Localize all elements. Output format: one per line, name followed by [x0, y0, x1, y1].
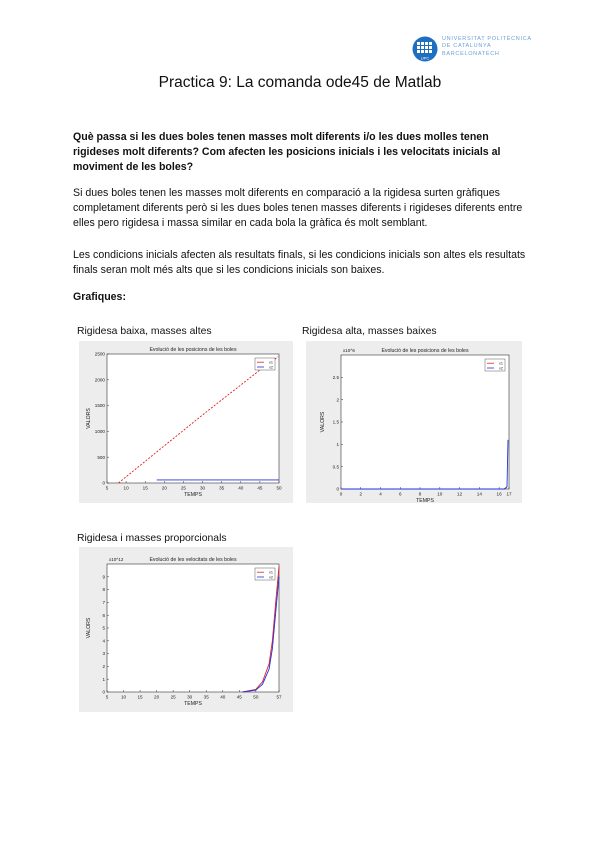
x-tick-label: 35	[219, 485, 225, 491]
chart-1	[79, 341, 293, 503]
y-axis-label: VALORS	[86, 408, 92, 429]
x-tick-label: 10	[123, 485, 129, 491]
y-tick-label: 0	[336, 486, 339, 492]
x-tick-label: 50	[276, 485, 282, 491]
legend-entry-x1: x1	[498, 361, 503, 366]
y-tick-label: 1.5	[332, 419, 339, 425]
logo-text	[442, 36, 532, 58]
y-tick-label: 2	[102, 664, 105, 669]
x-tick-label: 16	[496, 491, 502, 497]
x-axis-label: TEMPS	[184, 492, 202, 498]
x-tick-label: 5	[105, 694, 109, 700]
plot-area	[107, 354, 279, 483]
y-tick-label: 9	[102, 574, 105, 580]
legend-entry-v2: v2	[268, 575, 273, 580]
chart-3-panel	[79, 547, 293, 712]
x-tick-label: 40	[220, 694, 226, 700]
x-tick-label: 0	[339, 491, 343, 497]
chart-3	[79, 547, 293, 712]
y-tick-label: 2	[336, 397, 339, 403]
chart-2-caption: Rigidesa alta, masses baixes	[302, 326, 437, 337]
legend-entry-x2: x2	[268, 365, 273, 370]
x-axis-label: TEMPS	[416, 498, 434, 503]
y-axis-label: VALORS	[320, 411, 326, 433]
axis-exponent: x10^6	[343, 348, 355, 353]
y-tick-label: 0	[102, 689, 105, 695]
x-tick-label: 5	[105, 485, 109, 491]
y-tick-label: 2500	[94, 351, 105, 357]
y-tick-label: 6	[102, 612, 105, 618]
x-tick-label: 10	[120, 694, 127, 700]
x-tick-label: 57	[276, 694, 282, 700]
chart-title: Evolució de les posicions de les boles	[149, 347, 237, 353]
x-tick-label: 20	[161, 485, 167, 491]
y-tick-label: 0	[102, 480, 105, 486]
x-tick-label: 6	[399, 491, 402, 497]
page-title: Practica 9: La comanda ode45 de Matlab	[158, 74, 442, 91]
x-tick-label: 15	[142, 485, 148, 491]
x-tick-label: 25	[180, 485, 187, 491]
x-tick-label: 20	[154, 694, 160, 700]
question-text: Què passa si les dues boles tenen masses molt diferents i/o les dues molles tenen rigideses molt diferents? Com afecten les posicions inicials i les velocitats inicials al moviment de les boles?	[73, 131, 501, 173]
y-tick-label: 1000	[94, 429, 105, 434]
axis-exponent: x10^12	[109, 557, 124, 562]
chart-1-panel	[79, 341, 293, 503]
paragraph-1: Si dues boles tenen les masses molt diferents en comparació a la rigidesa surten gràfiques completament diferents però si les dues boles tenen masses diferents i rigideses diferents entre elles pero rigidesa i massa similar en cada bola la gràfica és molt semblant.	[73, 187, 523, 229]
x-tick-label: 45	[236, 694, 242, 700]
upc-logo	[412, 36, 532, 62]
graphs-heading: Grafiques:	[73, 291, 126, 303]
chart-3-caption: Rigidesa i masses proporcionals	[77, 533, 227, 544]
y-tick-label: 1	[102, 676, 105, 682]
y-tick-label: 4	[102, 638, 105, 644]
x-axis-label: TEMPS	[184, 701, 202, 707]
legend-entry-x2: x2	[498, 366, 503, 371]
x-tick-label: 30	[199, 485, 206, 491]
x-tick-label: 30	[187, 694, 193, 700]
legend-entry-x1: x1	[268, 360, 273, 365]
y-tick-label: 8	[102, 587, 105, 593]
chart-2	[306, 341, 522, 503]
x-tick-label: 8	[418, 491, 422, 497]
x-tick-label: 10	[437, 491, 443, 497]
chart-2-panel	[306, 341, 522, 503]
logo-line-3: BARCELONATECH	[442, 50, 500, 57]
x-tick-label: 15	[137, 694, 143, 700]
y-tick-label: 2.5	[332, 374, 339, 380]
y-tick-label: 500	[97, 454, 105, 460]
y-tick-label: 1	[336, 441, 339, 447]
y-tick-label: 1500	[94, 403, 105, 409]
y-tick-label: 0.5	[332, 464, 339, 470]
svg-text:UPC: UPC	[420, 55, 430, 61]
x-tick-label: 2	[359, 491, 363, 497]
x-tick-label: 40	[238, 485, 244, 491]
chart-1-caption: Rigidesa baixa, masses altes	[77, 326, 212, 337]
x-tick-label: 17	[506, 491, 512, 497]
x-tick-label: 4	[379, 491, 382, 497]
y-tick-label: 5	[102, 625, 105, 631]
x-tick-label: 14	[476, 491, 482, 497]
x-tick-label: 50	[253, 694, 259, 700]
x-tick-label: 12	[457, 491, 463, 497]
plot-area	[107, 564, 279, 692]
x-tick-label: 25	[170, 694, 176, 700]
logo-line-2: DE CATALUNYA	[442, 43, 492, 50]
y-tick-label: 3	[102, 651, 105, 657]
paragraph-2: Les condicions inicials afecten als resultats finals, si les condicions inicials son altes els resultats finals seran molt més alts que si les condicions inicials son baixes.	[73, 249, 526, 276]
x-tick-label: 35	[203, 694, 209, 700]
plot-area	[341, 355, 509, 489]
y-axis-label: VALORS	[86, 617, 92, 639]
y-tick-label: 7	[102, 600, 105, 605]
y-tick-label: 2000	[94, 377, 105, 383]
logo-line-1: UNIVERSITAT POLITÈCNICA	[442, 36, 532, 42]
upc-logo-mark	[412, 36, 438, 62]
chart-title: Evolució de les velocitats de les boles	[149, 557, 237, 563]
legend-entry-v1: v1	[268, 570, 273, 575]
chart-title: Evolució de les posicions de les boles	[381, 348, 469, 354]
x-tick-label: 45	[257, 485, 263, 491]
